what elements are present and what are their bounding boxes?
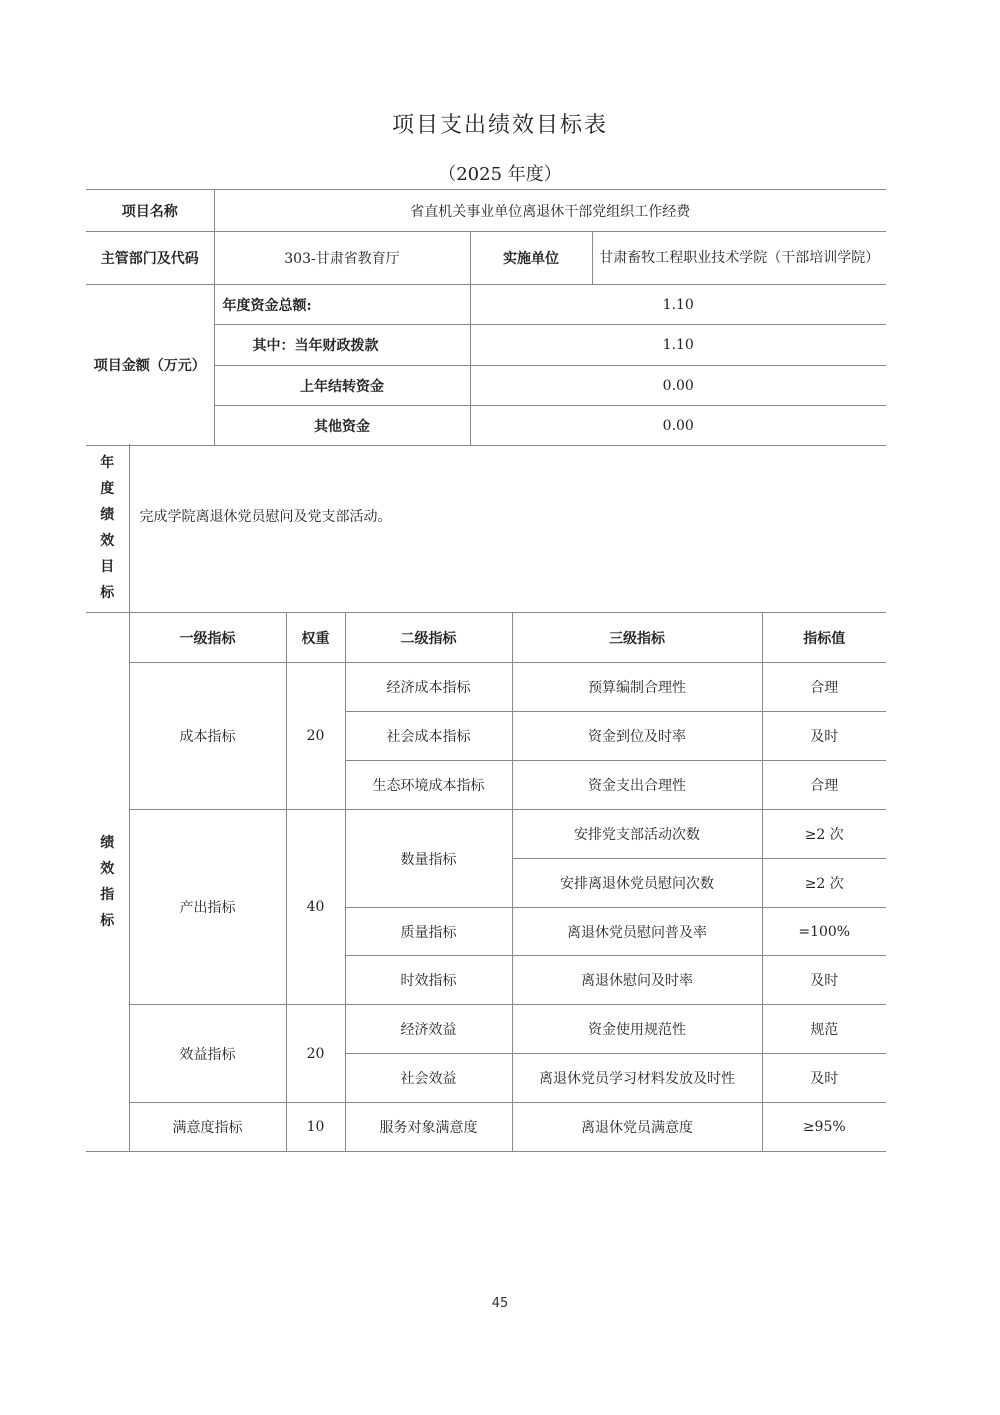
cost-weight: 20 (286, 663, 345, 810)
fund-carryover-value: 0.00 (470, 366, 886, 406)
benefit-level1: 效益指标 (129, 1005, 286, 1103)
table-row-level2: 生态环境成本指标 (345, 761, 512, 810)
table-row-level3: 资金到位及时率 (512, 712, 762, 761)
table-row-level3: 离退休党员满意度 (512, 1103, 762, 1152)
table-row-level3: 资金使用规范性 (512, 1005, 762, 1054)
header-level1: 一级指标 (129, 613, 286, 663)
table-row-level3: 离退休党员学习材料发放及时性 (512, 1054, 762, 1103)
table-row-level3: 资金支出合理性 (512, 761, 762, 810)
impl-label: 实施单位 (470, 232, 592, 285)
table-row-level3: 离退休党员慰问普及率 (512, 908, 762, 956)
cost-level1: 成本指标 (129, 663, 286, 810)
table-row-level3: 安排党支部活动次数 (512, 810, 762, 859)
performance-indicator-table (86, 612, 886, 1152)
satisfaction-level1: 满意度指标 (129, 1103, 286, 1152)
table-row-value: 及时 (762, 956, 886, 1005)
header-weight: 权重 (286, 613, 345, 663)
fund-carryover-label: 上年结转资金 (214, 366, 470, 406)
impl-value: 甘肃畜牧工程职业技术学院（干部培训学院） (592, 232, 886, 285)
satisfaction-weight: 10 (286, 1103, 345, 1152)
header-level3: 三级指标 (512, 613, 762, 663)
benefit-weight: 20 (286, 1005, 345, 1103)
header-value: 指标值 (762, 613, 886, 663)
output-weight: 40 (286, 810, 345, 1005)
table-row-value: =100% (762, 908, 886, 956)
table-row-value: 合理 (762, 663, 886, 712)
annual-goal-table (86, 444, 886, 613)
table-row-value: 及时 (762, 1054, 886, 1103)
output-level1: 产出指标 (129, 810, 286, 1005)
quantity-level2: 数量指标 (345, 810, 512, 908)
fund-current-label: 其中：当年财政拨款 (214, 325, 470, 366)
fund-total-value: 1.10 (470, 285, 886, 325)
dept-value: 303-甘肃省教育厅 (214, 232, 470, 285)
table-row-level3: 安排离退休党员慰问次数 (512, 859, 762, 908)
fund-total-label: 年度资金总额: (214, 285, 470, 325)
table-row-level2: 社会成本指标 (345, 712, 512, 761)
table-row-level3: 预算编制合理性 (512, 663, 762, 712)
table-row-level2: 社会效益 (345, 1054, 512, 1103)
table-row-value: ≥95% (762, 1103, 886, 1152)
header-level2: 二级指标 (345, 613, 512, 663)
page-subtitle: （2025 年度） (438, 164, 562, 185)
project-name-value: 省直机关事业单位离退休干部党组织工作经费 (214, 190, 886, 232)
table-row-value: ≥2 次 (762, 810, 886, 859)
table-row-level2: 经济成本指标 (345, 663, 512, 712)
page-title: 项目支出绩效目标表 (391, 113, 608, 138)
table-row-value: ≥2 次 (762, 859, 886, 908)
table-row-value: 规范 (762, 1005, 886, 1054)
table-row-value: 及时 (762, 712, 886, 761)
table-row-level2: 时效指标 (345, 956, 512, 1005)
page-number: 45 (491, 1296, 509, 1311)
table-row-level2: 质量指标 (345, 908, 512, 956)
amount-label: 项目金额（万元） (86, 285, 214, 446)
table-row-level2: 经济效益 (345, 1005, 512, 1054)
table-row-value: 合理 (762, 761, 886, 810)
fund-other-value: 0.00 (470, 406, 886, 446)
annual-goal-label: 年 度 绩 效 目 标 (86, 444, 129, 612)
performance-indicator-label: 绩 效 指 标 (86, 613, 129, 1152)
fund-current-value: 1.10 (470, 325, 886, 366)
table-row-level3: 离退休慰问及时率 (512, 956, 762, 1005)
dept-label: 主管部门及代码 (86, 232, 214, 285)
annual-goal-text: 完成学院离退休党员慰问及党支部活动。 (129, 444, 886, 612)
table-row-level2: 服务对象满意度 (345, 1103, 512, 1152)
project-name-label: 项目名称 (86, 190, 214, 232)
project-info-table (86, 189, 886, 446)
fund-other-label: 其他资金 (214, 406, 470, 446)
